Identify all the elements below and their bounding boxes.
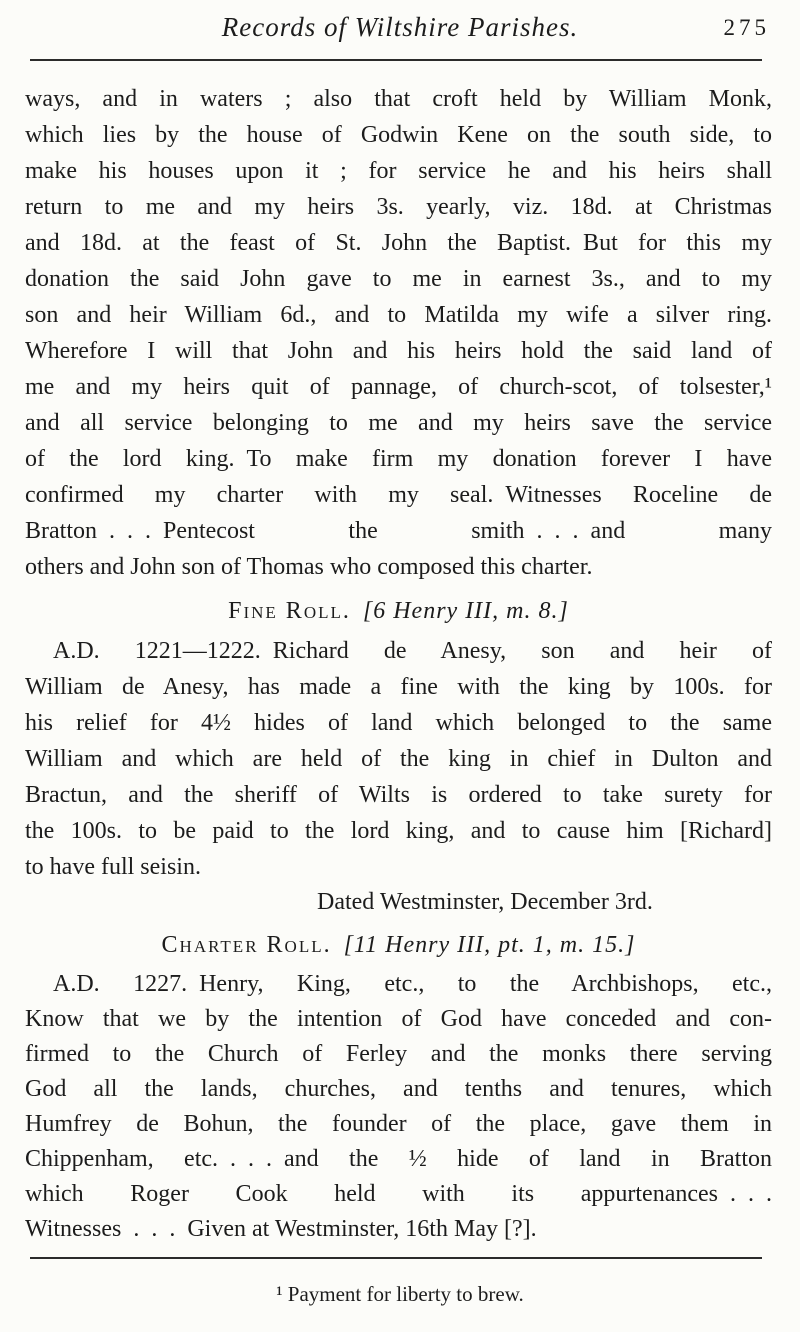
fine-roll-paragraph: [25, 633, 772, 885]
text-line: William de Anesy, has made a fine with the king by 100s. for: [25, 674, 772, 700]
head-rule: [30, 59, 762, 61]
text-line: and all service belonging to me and my heirs save the service: [25, 410, 772, 436]
text-line: God all the lands, churches, and tenths and tenures, which: [25, 1076, 772, 1102]
text-line: ways, and in waters ; also that croft held by William Monk,: [25, 86, 772, 112]
running-head: [0, 0, 800, 59]
text-line: Witnesses . . . Given at Westminster, 16th May [?].: [25, 1216, 537, 1242]
fine-roll-heading-citation: [6 Henry III, m. 8.]: [362, 598, 569, 624]
text-line: others and John son of Thomas who composed this charter.: [25, 554, 593, 580]
text-line: which Roger Cook held with its appurtenances . . .: [25, 1181, 772, 1207]
text-line: which lies by the house of Godwin Kene on the south side, to: [25, 122, 772, 148]
text-line: and 18d. at the feast of St. John the Baptist. But for this my: [25, 230, 772, 256]
text-line: A.D. 1227. Henry, King, etc., to the Archbishops, etc.,: [53, 971, 772, 997]
charter-roll-heading-label: Charter Roll.: [161, 932, 332, 958]
text-line: Know that we by the intention of God have conceded and con-: [25, 1006, 772, 1032]
charter-roll-heading-citation: [11 Henry III, pt. 1, m. 15.]: [343, 932, 636, 958]
text-line: Bractun, and the sheriff of Wilts is ordered to take surety for: [25, 782, 772, 808]
text-line: make his houses upon it ; for service he and his heirs shall: [25, 158, 772, 184]
footnote: ¹ Payment for liberty to brew.: [276, 1282, 524, 1306]
section-heading-charter-roll: [25, 927, 772, 963]
page-title: Records of Wiltshire Parishes.: [221, 12, 579, 42]
text-line: William and which are held of the king in chief in Dulton and: [25, 746, 772, 772]
text-line: A.D. 1221—1222. Richard de Anesy, son and heir of: [53, 638, 772, 664]
text-line: confirmed my charter with my seal. Witnesses Roceline de: [25, 482, 772, 508]
text-line: Humfrey de Bohun, the founder of the place, gave them in: [25, 1111, 772, 1137]
section-heading-fine-roll: [25, 593, 772, 629]
text-line: the 100s. to be paid to the lord king, and to cause him [Richard]: [25, 818, 772, 844]
text-line: Chippenham, etc. . . . and the ½ hide of land in Bratton: [25, 1146, 772, 1172]
text-line: of the lord king. To make firm my donation forever I have: [25, 446, 772, 472]
text-line: return to me and my heirs 3s. yearly, viz. 18d. at Christmas: [25, 194, 772, 220]
dateline: Dated Westminster, December 3rd.: [317, 889, 653, 915]
text-line: his relief for 4½ hides of land which belonged to the same: [25, 710, 772, 736]
charter-roll-paragraph: [25, 967, 772, 1247]
text-line: son and heir William 6d., and to Matilda my wife a silver ring.: [25, 302, 772, 328]
text-line: to have full seisin.: [25, 854, 201, 880]
text-line: Bratton . . . Pentecost the smith . . . and many: [25, 518, 772, 544]
foot-rule: [30, 1257, 762, 1259]
text-line: me and my heirs quit of pannage, of church-scot, of tolsester,¹: [25, 374, 772, 400]
fine-roll-heading-label: Fine Roll.: [228, 598, 351, 624]
text-line: firmed to the Church of Ferley and the monks there serving: [25, 1041, 772, 1067]
text-line: donation the said John gave to me in earnest 3s., and to my: [25, 266, 772, 292]
continuation-paragraph: [25, 81, 772, 585]
text-column: [25, 81, 772, 1247]
page-number: 275: [723, 15, 770, 40]
text-line: Wherefore I will that John and his heirs hold the said land of: [25, 338, 772, 364]
